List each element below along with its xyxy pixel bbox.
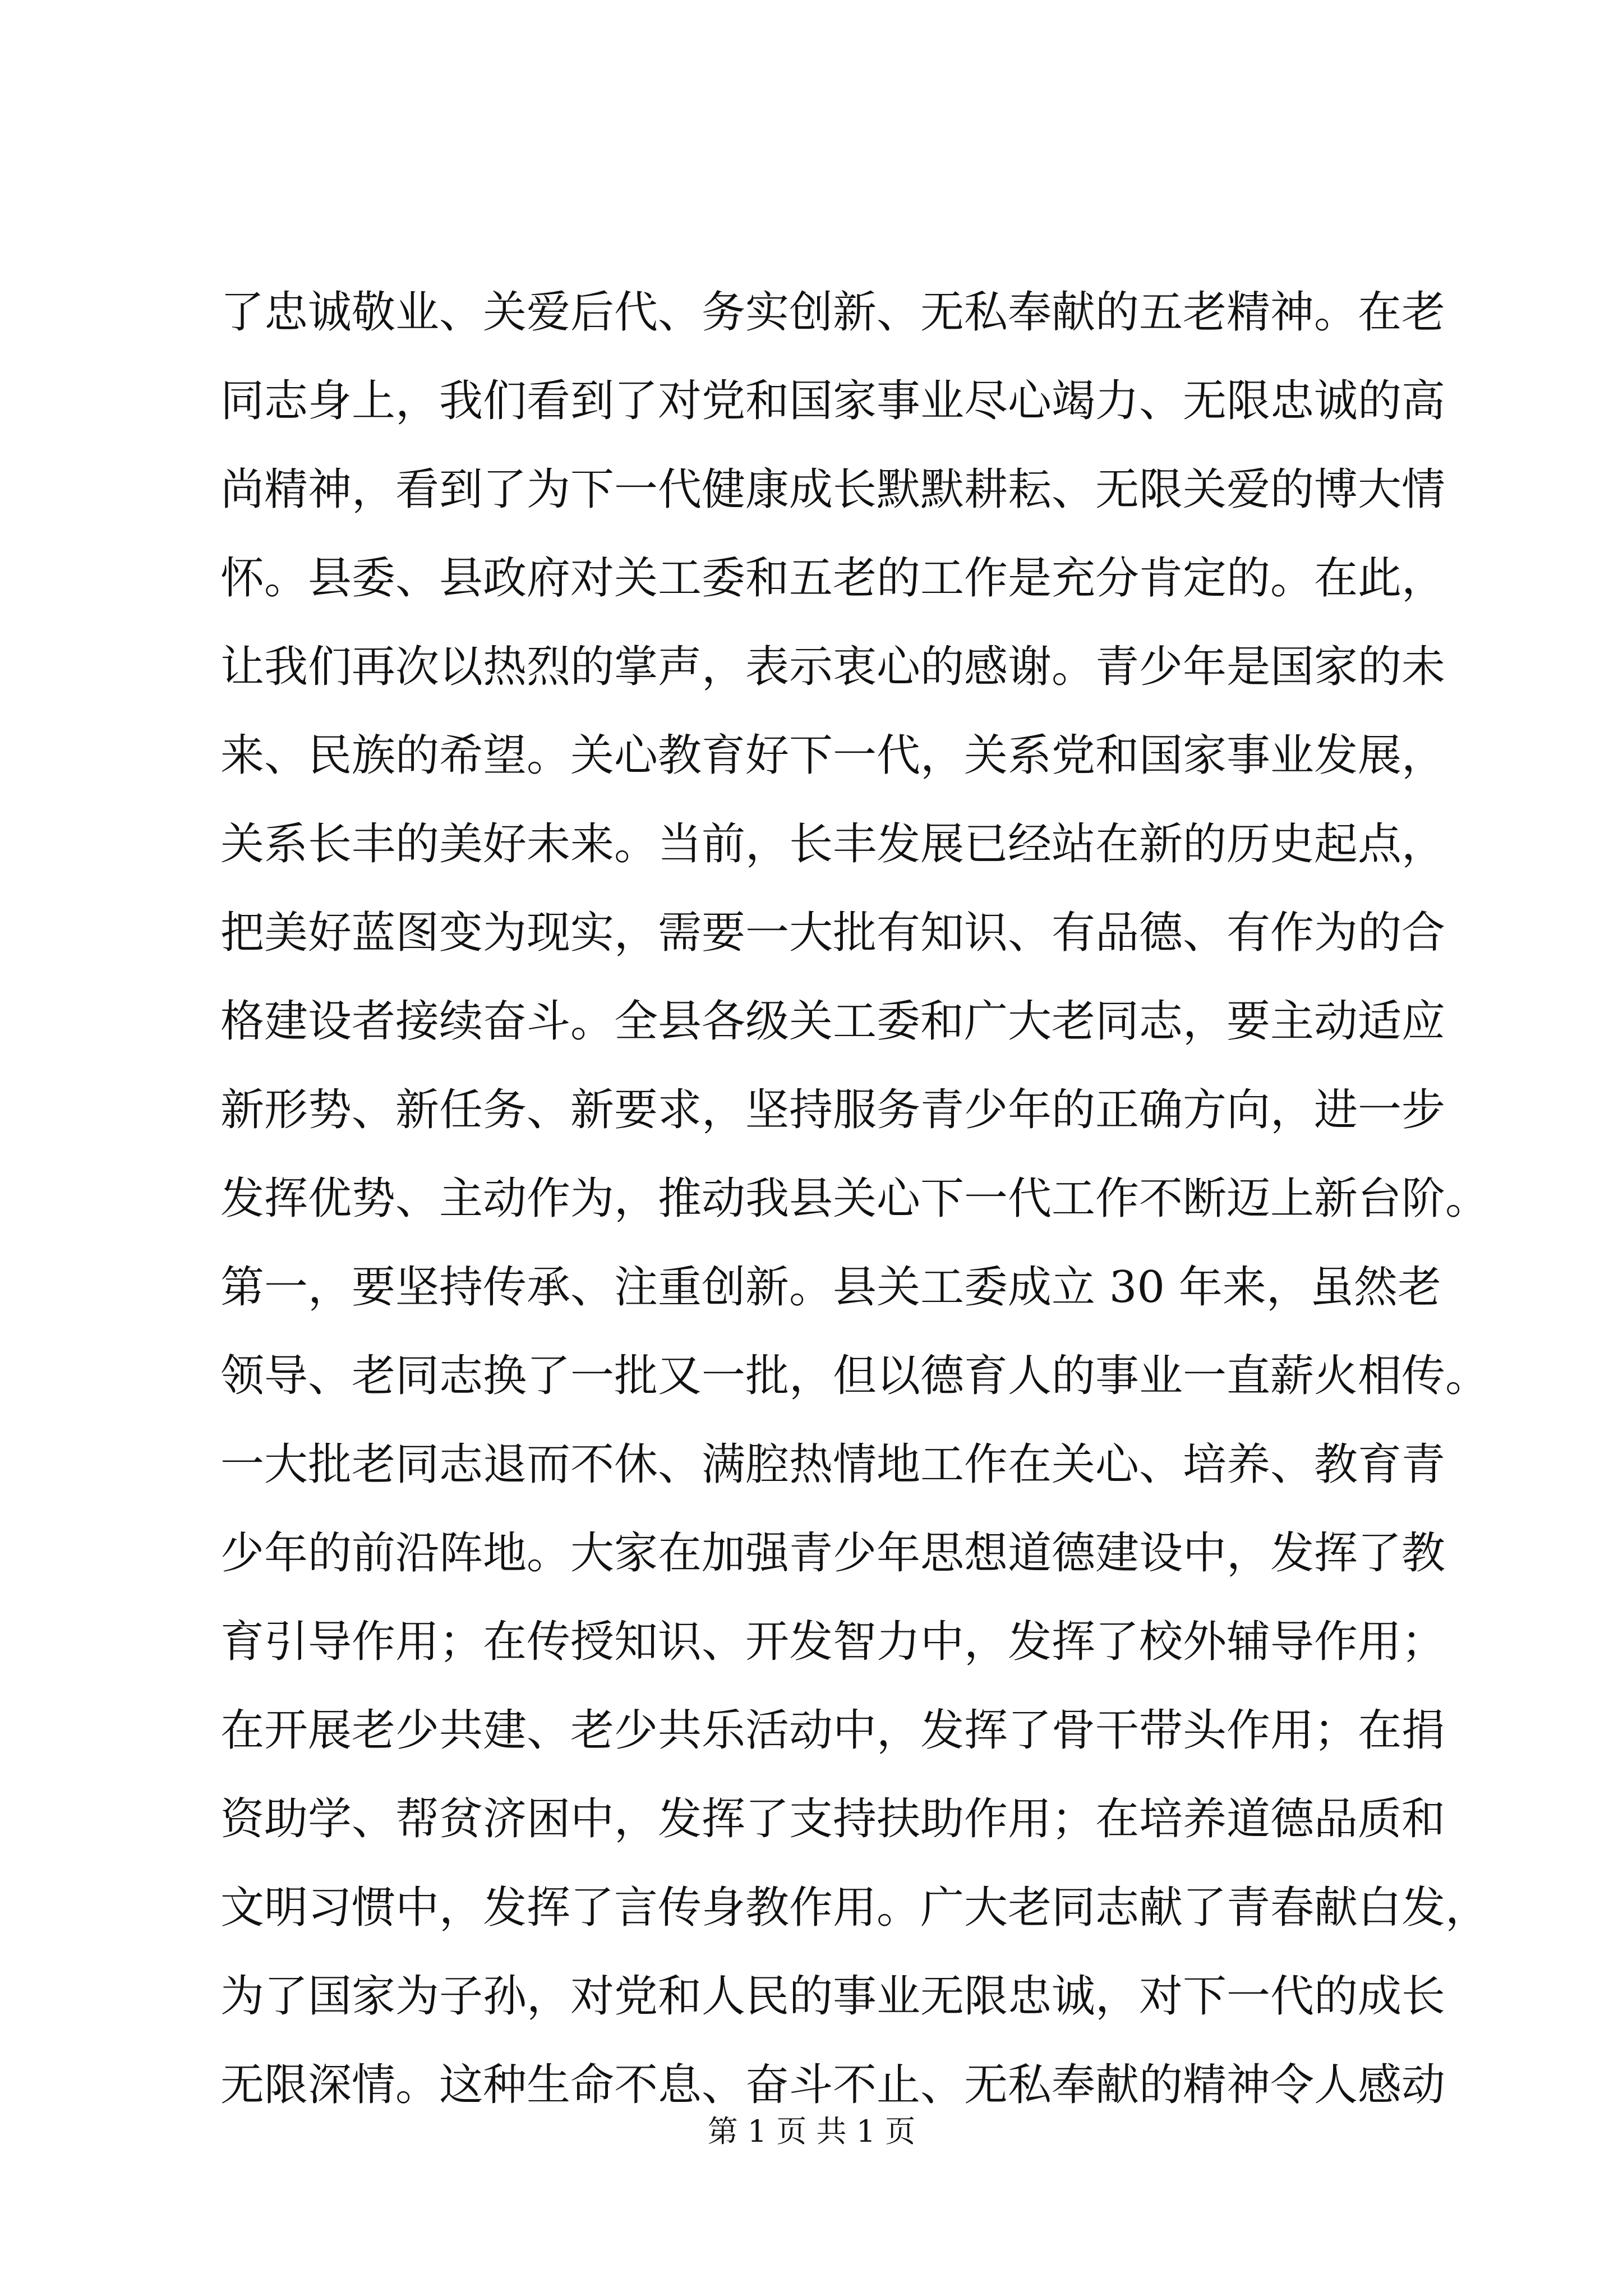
body-text [220, 268, 1490, 2129]
text-line: 在开展老少共建、老少共乐活动中，发挥了骨干带头作用；在捐 [220, 1705, 1446, 1756]
text-line: 关系长丰的美好未来。当前，长丰发展已经站在新的历史起点， [220, 819, 1446, 869]
text-line: 格建设者接续奋斗。全县各级关工委和广大老同志，要主动适应 [220, 996, 1446, 1047]
text-line: 新形势、新任务、新要求，坚持服务青少年的正确方向，进一步 [220, 1085, 1446, 1135]
text-line: 第一，要坚持传承、注重创新。县关工委成立 30 年来，虽然老 [220, 1262, 1441, 1313]
text-line: 无限深情。这种生命不息、奋斗不止、无私奉献的精神令人感动 [220, 2060, 1446, 2110]
text-line: 领导、老同志换了一批又一批，但以德育人的事业一直薪火相传。 [220, 1351, 1490, 1401]
text-line: 把美好蓝图变为现实，需要一大批有知识、有品德、有作为的合 [220, 908, 1446, 958]
text-line: 同志身上，我们看到了对党和国家事业尽心竭力、无限忠诚的高 [220, 376, 1446, 426]
text-line: 来、民族的希望。关心教育好下一代，关系党和国家事业发展， [220, 730, 1446, 781]
text-line: 文明习惯中，发挥了言传身教作用。广大老同志献了青春献白发， [220, 1883, 1490, 1933]
text-line: 一大批老同志退而不休、满腔热情地工作在关心、培养、教育青 [220, 1439, 1446, 1490]
text-line: 了忠诚敬业、关爱后代、务实创新、无私奉献的五老精神。在老 [220, 287, 1446, 338]
text-line: 少年的前沿阵地。大家在加强青少年思想道德建设中，发挥了教 [220, 1528, 1446, 1579]
text-line: 育引导作用；在传授知识、开发智力中，发挥了校外辅导作用； [220, 1617, 1446, 1667]
text-line: 尚精神，看到了为下一代健康成长默默耕耘、无限关爱的博大情 [220, 464, 1446, 515]
text-line: 资助学、帮贫济困中，发挥了支持扶助作用；在培养道德品质和 [220, 1794, 1446, 1844]
text-line: 发挥优势、主动作为，推动我县关心下一代工作不断迈上新台阶。 [220, 1174, 1490, 1224]
text-line: 让我们再次以热烈的掌声，表示衷心的感谢。青少年是国家的未 [220, 642, 1446, 692]
text-line: 为了国家为子孙，对党和人民的事业无限忠诚，对下一代的成长 [220, 1971, 1446, 2022]
text-line: 怀。县委、县政府对关工委和五老的工作是充分肯定的。在此， [220, 553, 1446, 604]
page-footer: 第 1 页 共 1 页 [707, 2114, 916, 2149]
